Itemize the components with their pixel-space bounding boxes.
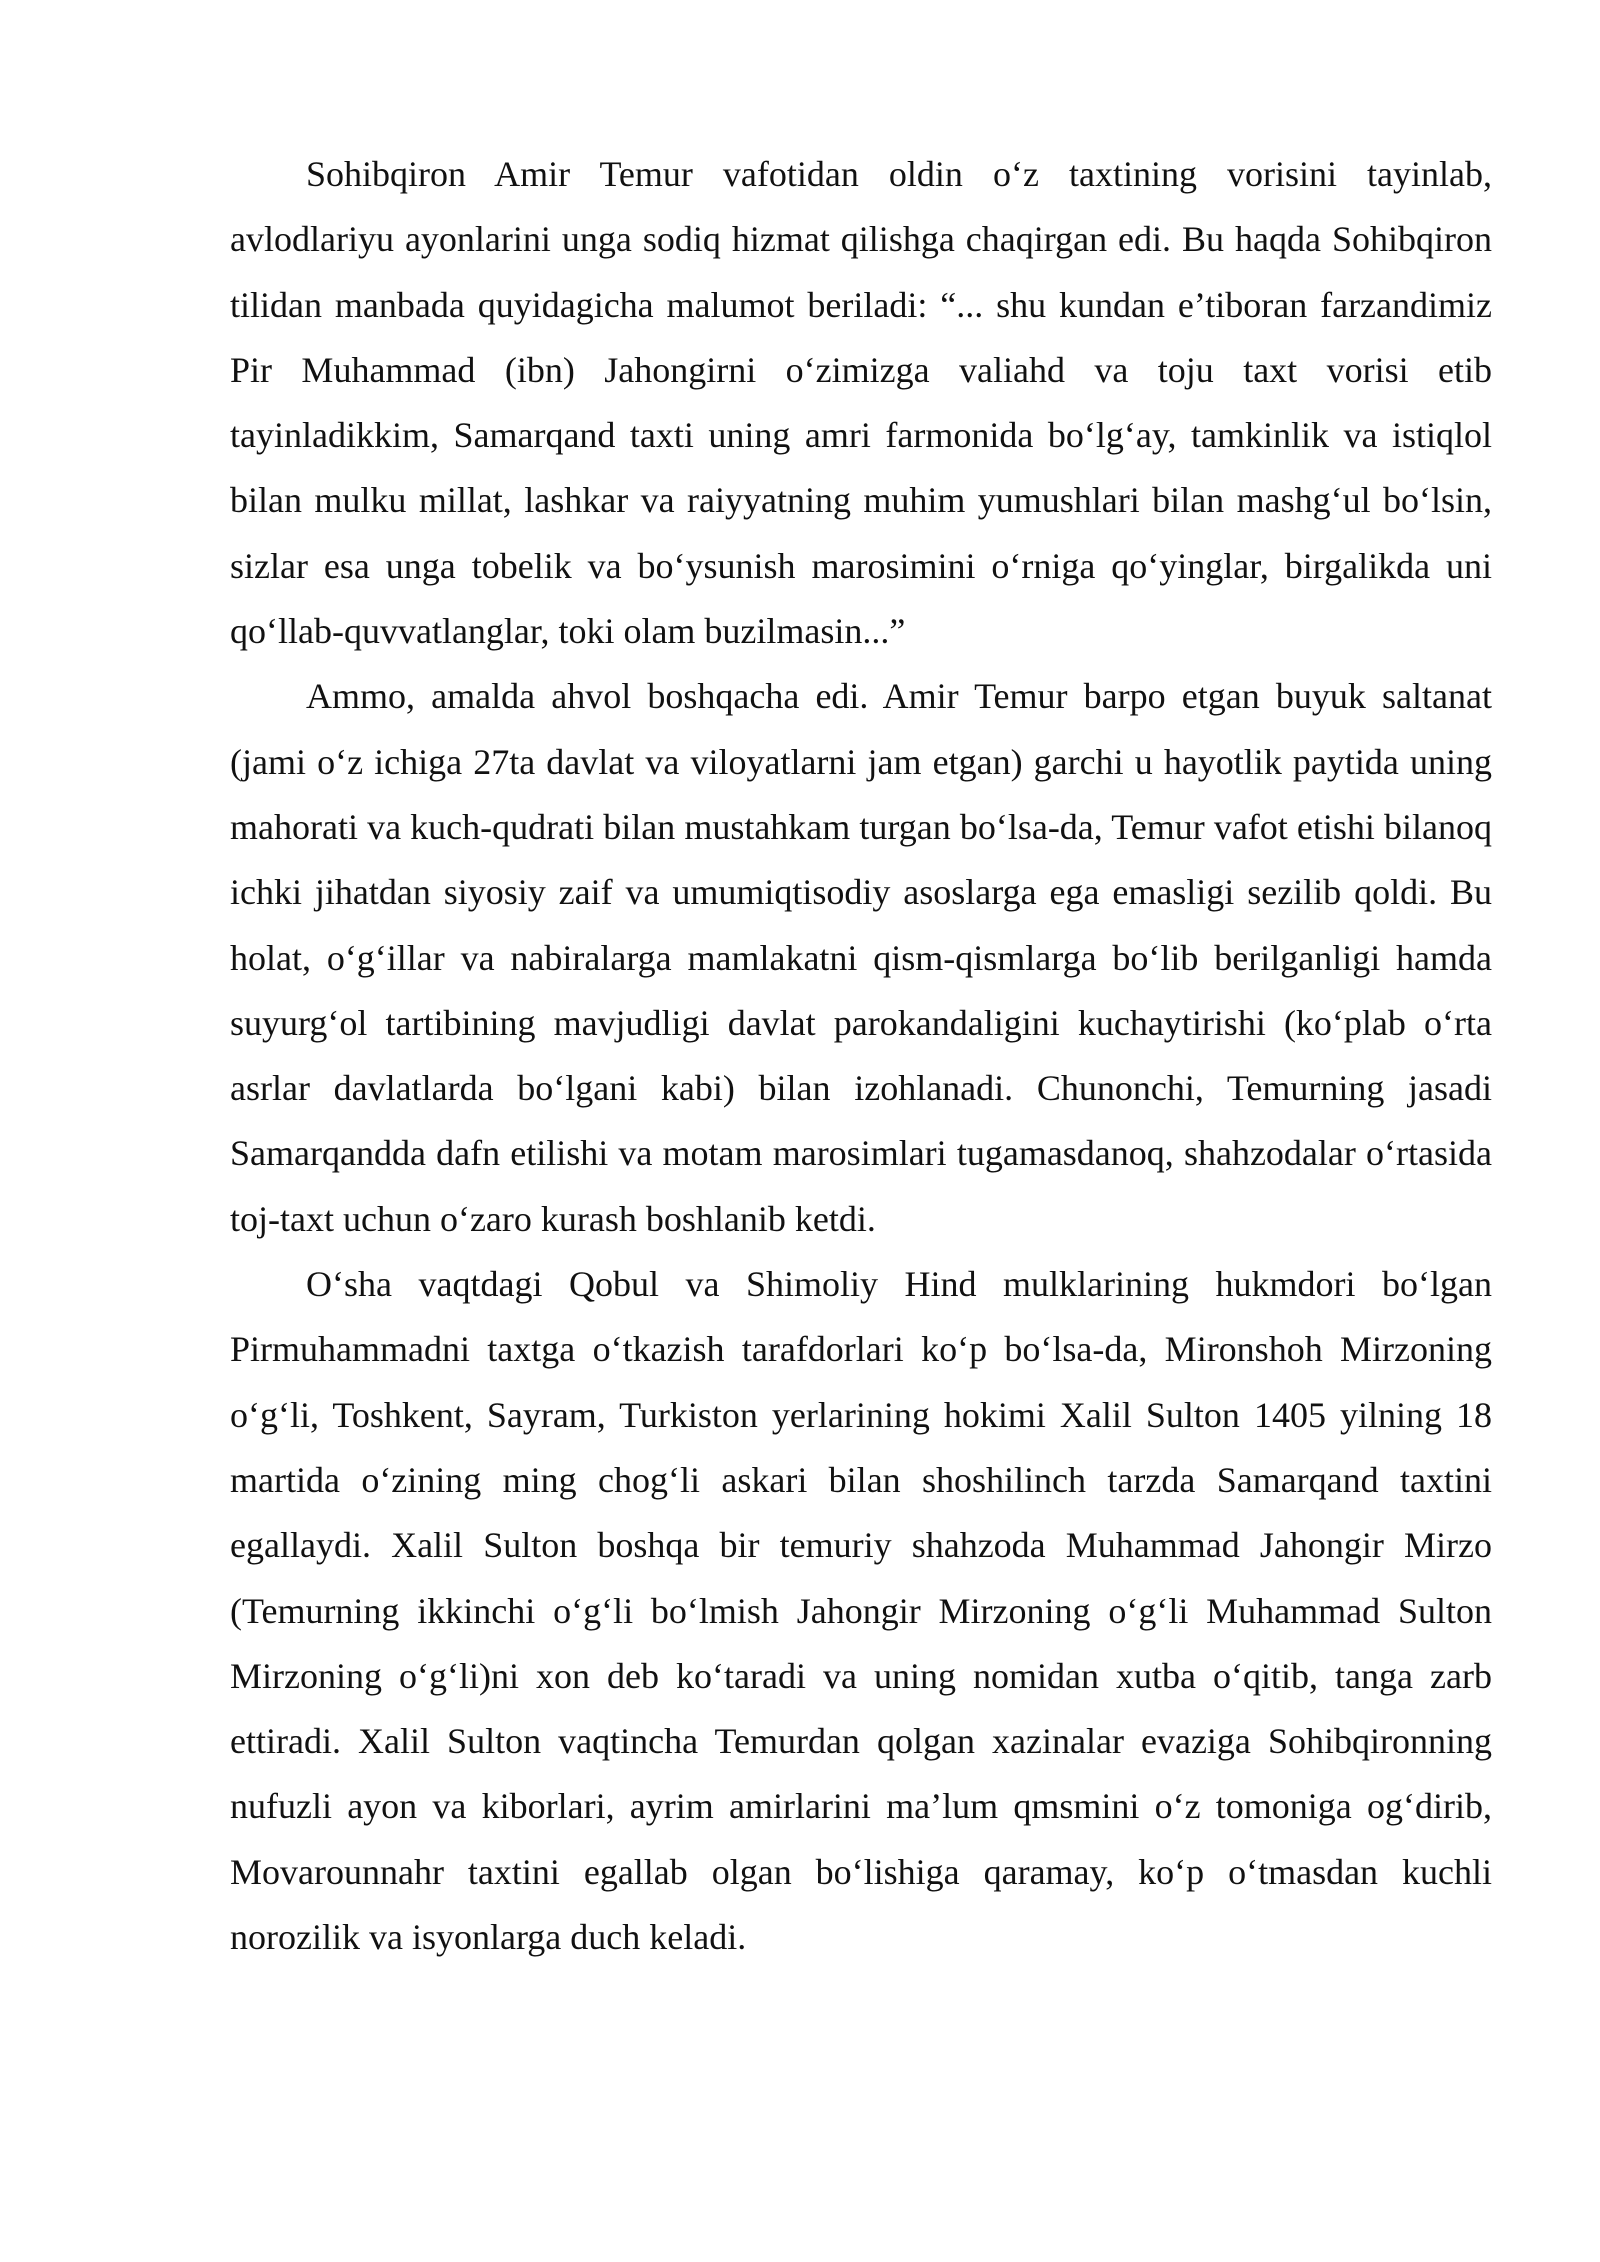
- paragraph-1: Sohibqiron Amir Temur vafotidan oldin o‘z taxtining vorisini tayinlab, avlodlariyu ayonlarini unga sodiq hizmat qilishga chaqirgan edi. Bu haqda Sohibqiron tilidan manbada quyidagicha malumot beriladi: “... shu kundan e’tiboran farzandimiz Pir Muhammad (ibn) Jahongirni o‘zimizga valiahd va toju taxt vorisi etib tayinladikkim, Samarqand taxti uning amri farmonida bo‘lg‘ay, tamkinlik va istiqlol bilan mulku millat, lashkar va raiyyatning muhim yumushlari bilan mashg‘ul bo‘lsin, sizlar esa unga tobelik va bo‘ysunish marosimini o‘rniga qo‘yinglar, birgalikda uni qo‘llab-quvvatlanglar, toki olam buzilmasin...”: [230, 154, 1492, 652]
- document-body: [230, 142, 1492, 1970]
- paragraph-3: O‘sha vaqtdagi Qobul va Shimoliy Hind mulklarining hukmdori bo‘lgan Pirmuhammadni taxtga o‘tkazish tarafdorlari ko‘p bo‘lsa-da, Mironshoh Mirzoning o‘g‘li, Toshkent, Sayram, Turkiston yerlarining hokimi Xalil Sulton 1405 yilning 18 martida o‘zining ming chog‘li askari bilan shoshilinch tarzda Samarqand taxtini egallaydi. Xalil Sulton boshqa bir temuriy shahzoda Muhammad Jahongir Mirzo (Temurning ikkinchi o‘g‘li bo‘lmish Jahongir Mirzoning o‘g‘li Muhammad Sulton Mirzoning o‘g‘li)ni xon deb ko‘taradi va uning nomidan xutba o‘qitib, tanga zarb ettiradi. Xalil Sulton vaqtincha Temurdan qolgan xazinalar evaziga Sohibqironning nufuzli ayon va kiborlari, ayrim amirlarini ma’lum qmsmini o‘z tomoniga og‘dirib, Movarounnahr taxtini egallab olgan bo‘lishiga qaramay, ko‘p o‘tmasdan kuchli norozilik va isyonlarga duch keladi.: [230, 1264, 1492, 1958]
- paragraph-2: Ammo, amalda ahvol boshqacha edi. Amir Temur barpo etgan buyuk saltanat (jami o‘z ichiga 27ta davlat va viloyatlarni jam etgan) garchi u hayotlik paytida uning mahorati va kuch-qudrati bilan mustahkam turgan bo‘lsa-da, Temur vafot etishi bilanoq ichki jihatdan siyosiy zaif va umumiqtisodiy asoslarga ega emasligi sezilib qoldi. Bu holat, o‘g‘illar va nabiralarga mamlakatni qism-qismlarga bo‘lib berilganligi hamda suyurg‘ol tartibining mavjudligi davlat parokandaligini kuchaytirishi (ko‘plab o‘rta asrlar davlatlarda bo‘lgani kabi) bilan izohlanadi. Chunonchi, Temurning jasadi Samarqandda dafn etilishi va motam marosimlari tugamasdanoq, shahzodalar o‘rtasida toj-taxt uchun o‘zaro kurash boshlanib ketdi.: [230, 676, 1492, 1239]
